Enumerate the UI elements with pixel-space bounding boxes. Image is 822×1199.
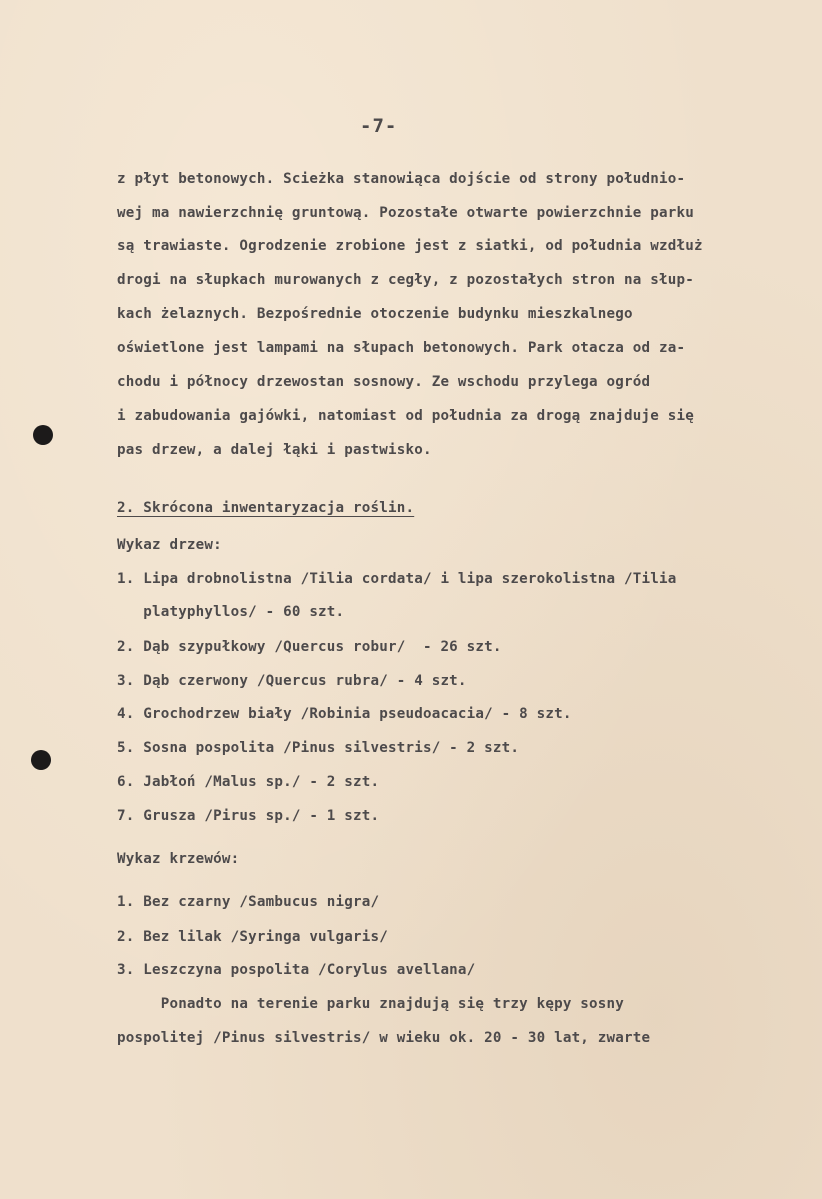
- text-line: pospolitej /Pinus silvestris/ w wieku ok. 20 - 30 lat, zwarte: [117, 1030, 651, 1046]
- trees-label: Wykaz drzew:: [117, 537, 222, 553]
- list-item: 4. Grochodrzew biały /Robinia pseudoacacia/ - 8 szt.: [117, 706, 572, 722]
- text-line: kach żelaznych. Bezpośrednie otoczenie budynku mieszkalnego: [117, 306, 633, 322]
- list-item: platyphyllos/ - 60 szt.: [117, 604, 345, 620]
- list-item: 3. Leszczyna pospolita /Corylus avellana/: [117, 962, 476, 978]
- list-item: 5. Sosna pospolita /Pinus silvestris/ - 2 szt.: [117, 740, 520, 756]
- list-item: 2. Bez lilak /Syringa vulgaris/: [117, 929, 388, 945]
- text-line: oświetlone jest lampami na słupach betonowych. Park otacza od za-: [117, 340, 686, 356]
- text-line: chodu i północy drzewostan sosnowy. Ze wschodu przylega ogród: [117, 374, 651, 390]
- list-item: 1. Lipa drobnolistna /Tilia cordata/ i lipa szerokolistna /Tilia: [117, 571, 677, 587]
- text-line: i zabudowania gajówki, natomiast od południa za drogą znajduje się: [117, 408, 694, 424]
- punch-hole: [33, 425, 53, 445]
- list-item: 3. Dąb czerwony /Quercus rubra/ - 4 szt.: [117, 673, 467, 689]
- list-item: 1. Bez czarny /Sambucus nigra/: [117, 894, 380, 910]
- text-line: są trawiaste. Ogrodzenie zrobione jest z siatki, od południa wzdłuż: [117, 238, 703, 254]
- list-item: 6. Jabłoń /Malus sp./ - 2 szt.: [117, 774, 380, 790]
- text-line: pas drzew, a dalej łąki i pastwisko.: [117, 442, 432, 458]
- list-item: 2. Dąb szypułkowy /Quercus robur/ - 26 szt.: [117, 639, 502, 655]
- shrubs-label: Wykaz krzewów:: [117, 851, 240, 867]
- text-line: drogi na słupkach murowanych z cegły, z pozostałych stron na słup-: [117, 272, 694, 288]
- page-number: -7-: [360, 115, 398, 137]
- punch-hole: [31, 750, 51, 770]
- text-line: z płyt betonowych. Scieżka stanowiąca dojście od strony południo-: [117, 171, 686, 187]
- text-line: Ponadto na terenie parku znajdują się trzy kępy sosny: [117, 996, 625, 1012]
- list-item: 7. Grusza /Pirus sp./ - 1 szt.: [117, 808, 380, 824]
- text-line: wej ma nawierzchnię gruntową. Pozostałe otwarte powierzchnie parku: [117, 205, 694, 221]
- section-heading: 2. Skrócona inwentaryzacja roślin.: [117, 500, 415, 516]
